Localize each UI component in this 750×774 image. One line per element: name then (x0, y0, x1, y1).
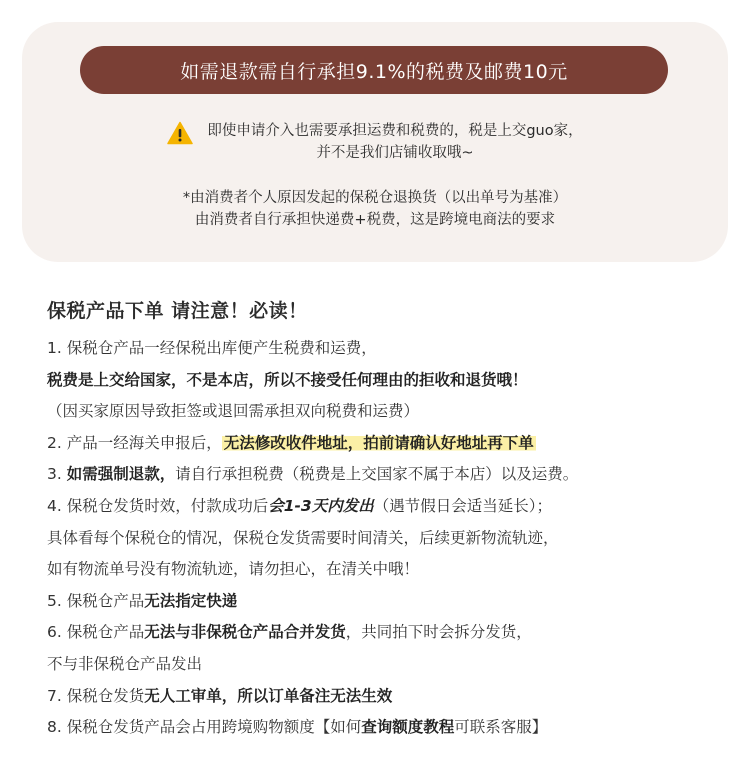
note-6-line-2: 不与非保税仓产品发出 (47, 654, 203, 673)
note-1-line-3: （因买家原因导致拒签或退回需承担双向税费和运费） (47, 402, 420, 421)
note-3-suffix: 请自行承担税费（税费是上交国家不属于本店）以及运费。 (175, 465, 579, 484)
note-5 (47, 586, 727, 618)
note-6-prefix: 6. 保税仓产品 (47, 623, 145, 642)
note-8-suffix: 可联系客服】 (454, 718, 548, 737)
note-4 (47, 491, 727, 523)
note-3 (47, 459, 727, 491)
note-2 (47, 428, 727, 460)
return-policy-text (22, 187, 728, 231)
bonded-order-notes (47, 298, 727, 744)
warning-line-2: 并不是我们店铺收取哦~ (316, 145, 474, 161)
note-6 (47, 617, 727, 649)
note-2-highlight: 无法修改收件地址，拍前请确认好地址再下单 (223, 433, 534, 452)
note-7-prefix: 7. 保税仓发货 (47, 686, 145, 705)
refund-fee-banner (80, 46, 668, 94)
refund-notice-card (22, 22, 728, 262)
note-4-prefix: 4. 保税仓发货时效，付款成功后 (47, 496, 269, 515)
note-4-emphasis: 会1-3天内发出 (268, 496, 374, 515)
note-8 (47, 712, 727, 744)
note-3-prefix: 3. (47, 465, 67, 484)
note-4-suffix: （遇节假日会适当延长）； (373, 496, 552, 515)
warning-line-1: 即使申请介入也需要承担运费和税费的，税是上交guo家， (207, 123, 583, 139)
note-7-bold: 无人工审单，所以订单备注无法生效 (144, 686, 393, 705)
note-2-prefix: 2. 产品一经海关申报后， (47, 433, 222, 452)
note-5-prefix: 5. 保税仓产品 (47, 591, 145, 610)
warning-row (22, 120, 728, 164)
policy-line-2: 由消费者自行承担快递费+税费，这是跨境电商法的要求 (194, 212, 556, 228)
note-4-line-3: 如有物流单号没有物流轨迹，请勿担心，在清关中哦！ (47, 560, 420, 579)
note-6-suffix: ，共同拍下时会拆分发货， (345, 623, 532, 642)
note-6-bold: 无法与非保税仓产品合并发货 (144, 623, 346, 642)
note-8-bold: 查询额度教程 (361, 718, 455, 737)
note-7 (47, 681, 727, 713)
note-8-prefix: 8. 保税仓发货产品会占用跨境购物额度【如何 (47, 718, 362, 737)
warning-text (207, 120, 582, 164)
note-1-line-2: 税费是上交给国家，不是本店，所以不接受任何理由的拒收和退货哦！ (47, 370, 528, 389)
note-4-line-2: 具体看每个保税仓的情况，保税仓发货需要时间清关，后续更新物流轨迹， (47, 528, 559, 547)
notes-title: 保税产品下单 请注意！必读！ (47, 300, 308, 322)
note-3-bold: 如需强制退款， (66, 465, 176, 484)
warning-icon (167, 121, 193, 145)
note-5-bold: 无法指定快递 (144, 591, 238, 610)
policy-line-1: *由消费者个人原因发起的保税仓退换货（以出单号为基准） (182, 190, 568, 206)
note-1-line-1: 1. 保税仓产品一经保税出库便产生税费和运费， (47, 339, 377, 357)
refund-fee-text: 如需退款需自行承担9.1%的税费及邮费10元 (180, 60, 568, 83)
